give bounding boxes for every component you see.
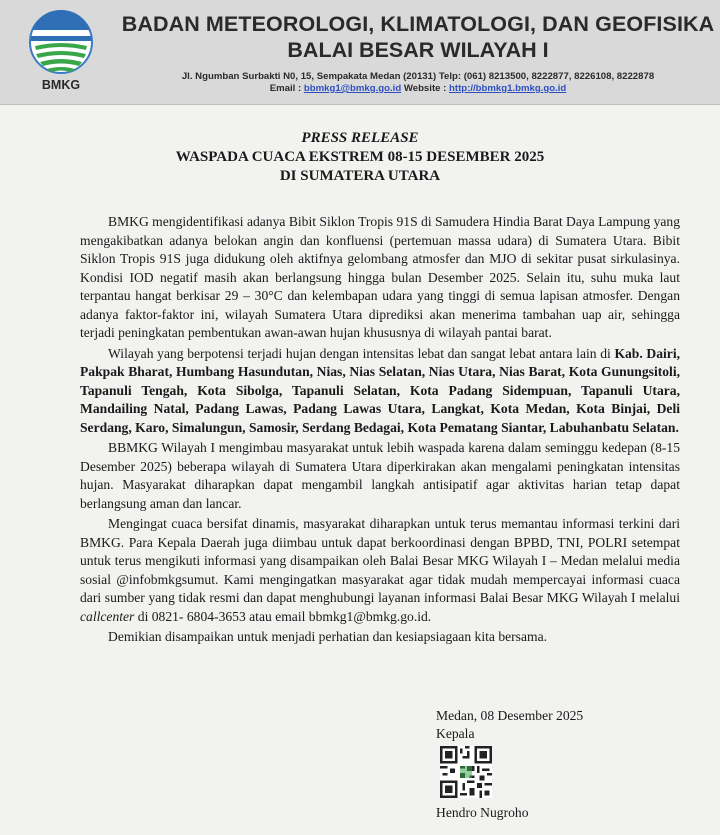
- paragraph-2-intro: Wilayah yang berpotensi terjadi hujan dengan intensitas lebat dan sangat lebat antara lain di: [108, 345, 611, 361]
- qr-code-icon: [440, 746, 492, 798]
- organization-name: BADAN METEOROLOGI, KLIMATOLOGI, DAN GEOFISIKA: [121, 12, 715, 36]
- address: Jl. Ngumban Surbakti N0, 15, Sempakata Medan (20131) Telp: (061) 8213500, 8222877, 8226108, 8222878: [181, 71, 655, 82]
- signer-name: Hendro Nugroho: [436, 805, 529, 820]
- callcenter-term: callcenter: [80, 608, 135, 624]
- press-release-body: [80, 213, 680, 649]
- email-label: Email :: [269, 83, 302, 94]
- organization-unit: BALAI BESAR WILAYAH I: [287, 38, 549, 62]
- paragraph-5: Demikian disampaikan untuk menjadi perhatian dan kesiapsiagaan kita bersama.: [108, 629, 548, 644]
- website-link[interactable]: http://bbmkg1.bmkg.go.id: [449, 83, 567, 94]
- paragraph-4: [80, 515, 680, 626]
- logo-text: BMKG: [41, 78, 81, 92]
- paragraph-4-text: Mengingat cuaca bersifat dinamis, masyarakat diharapkan untuk terus memantau informasi terkini dari BMKG. Para Kepala Daerah juga diimbau untuk dapat berkoordinasi dengan BPBD, TNI, POLRI setempat untuk terus mengikuti informasi yang disampaikan oleh Balai Besar MKG Wilayah I – Medan melalui media sosial @infobmkgsumut. Kami mengingatkan masyarakat agar tidak mudah mempercayai informasi cuaca dari sumber yang tidak resmi dan dapat menghubungi layanan informasi Balai Besar MKG Wilayah I melalui: [80, 516, 680, 605]
- affected-regions: Kab. Dairi, Pakpak Bharat, Humbang Hasundutan, Nias, Nias Selatan, Nias Utara, Nias Barat, Kota Gunungsitoli, Tapanuli Tengah, Kota Sibolga, Tapanuli Selatan, Kota Padang Sidempuan, Tapanuli Utara, Mandailing Natal, Padang Lawas, Padang Lawas Utara, Langkat, Kota Medan, Kota Binjai, Deli Serdang, Karo, Simalungun, Samosir, Serdang Bedagai, Kota Pematang Siantar, Labuhanbatu Selatan.: [80, 345, 681, 435]
- contact-line: [118, 83, 718, 94]
- press-release-label: PRESS RELEASE: [301, 130, 419, 146]
- paragraph-4-contact: di 0821- 6804-3653 atau email bbmkg1@bmkg.go.id.: [137, 608, 432, 624]
- paragraph-1: BMKG mengidentifikasi adanya Bibit Siklon Tropis 91S di Samudera Hindia Barat Daya Lampung yang mengakibatkan adanya belokan angin dan konfluensi (pertemuan massa udara) di Sumatera Utara. Bibit Siklon Tropis 91S juga didukung oleh aktifnya gelombang atmosfer dan MJO di sekitar pusat sirkulasinya. Kondisi IOD negatif masih akan berlangsung hingga bulan Desember 2025. Selain itu, suhu muka laut terpantau hangat berkisar 29 – 30°C dan kelembapan udara yang tinggi di semua lapisan atmosfer. Dengan adanya faktor-faktor ini, wilayah Sumatera Utara diprediksi akan menerima tambahan uap air, sehingga terjadi peningkatan pembentukan awan-awan hujan khususnya di wilayah pantai barat.: [80, 214, 681, 340]
- signer-role: Kepala: [436, 726, 475, 741]
- signature-block: [436, 707, 583, 743]
- letterhead: [0, 0, 720, 105]
- email-link[interactable]: bbmkg1@bmkg.go.id: [303, 83, 402, 94]
- place-date: Medan, 08 Desember 2025: [436, 708, 584, 723]
- title-line-2: DI SUMATERA UTARA: [279, 168, 441, 184]
- title-line-1: WASPADA CUACA EKSTREM 08-15 DESEMBER 2025: [175, 149, 545, 165]
- paragraph-3: BBMKG Wilayah I mengimbau masyarakat untuk lebih waspada karena dalam seminggu kedepan (8-15 Desember 2025) beberapa wilayah di Sumatera Utara diperkirakan akan mengalami peningkatan intensitas hujan. Masyarakat diharapkan dapat mengambil langkah antisipatif agar aktivitas harian tetap dapat berlangsung aman dan lancar.: [80, 440, 680, 511]
- paragraph-2: [80, 345, 680, 438]
- website-label: Website :: [403, 83, 447, 94]
- document-title: [0, 129, 720, 186]
- bmkg-logo-icon: [22, 8, 100, 92]
